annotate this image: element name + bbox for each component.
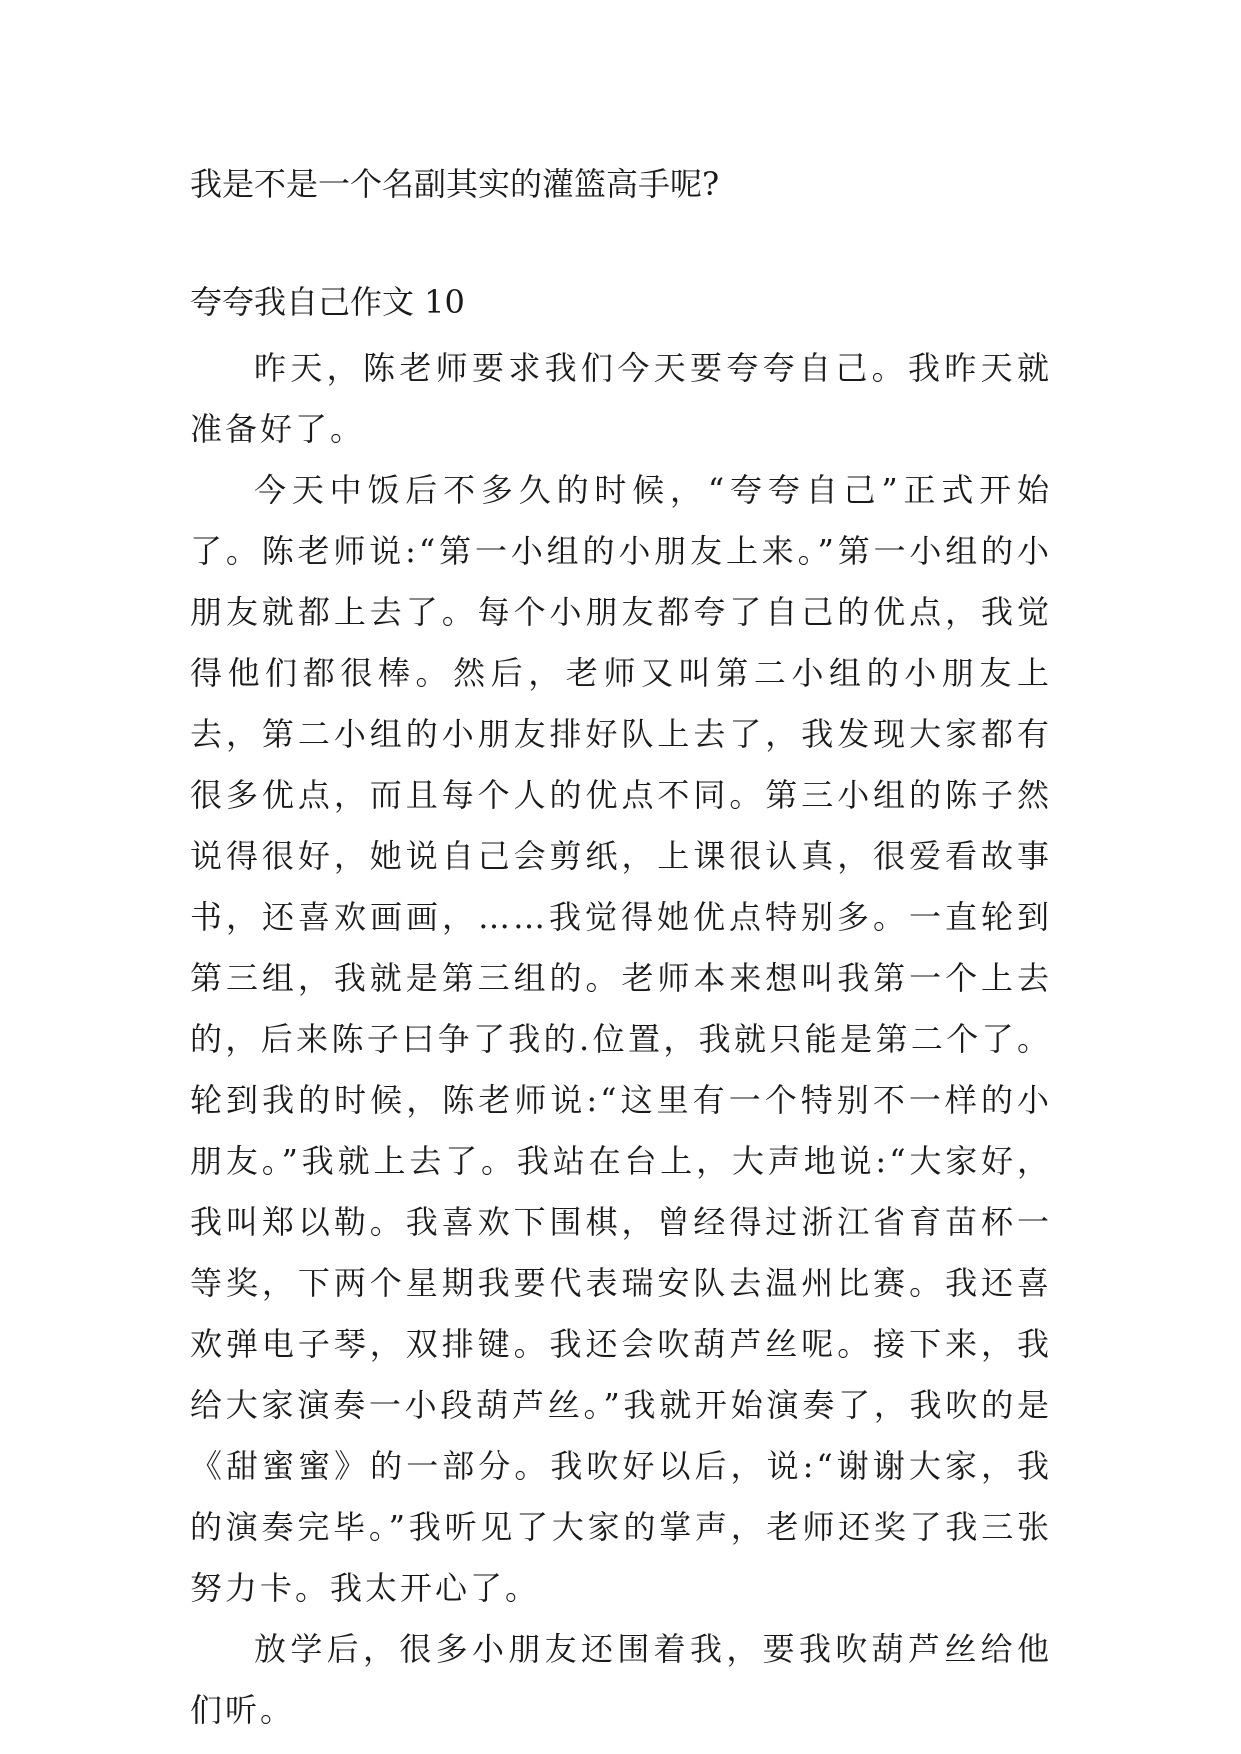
- paragraph: 放学后，很多小朋友还围着我，要我吹葫芦丝给他们听。: [190, 1630, 1052, 1729]
- paragraph: 昨天，陈老师要求我们今天要夸夸自己。我昨天就准备好了。: [190, 349, 1052, 448]
- essay-title: 夸夸我自己作文 10: [190, 283, 465, 321]
- paragraph: 今天中饭后不多久的时候，“夸夸自己”正式开始了。陈老师说:“第一小组的小朋友上来。”第一小组的小朋友就都上去了。每个小朋友都夸了自己的优点，我觉得他们都很棒。然后，老师又叫第二小组的小朋友上去，第二小组的小朋友排好队上去了，我发现大家都有很多优点，而且每个人的优点不同。第三小组的陈子然说得很好，她说自己会剪纸，上课很认真，很爱看故事书，还喜欢画画，……我觉得她优点特别多。一直轮到第三组，我就是第三组的。老师本来想叫我第一个上去的，后来陈子曰争了我的.位置，我就只能是第二个了。轮到我的时候，陈老师说:“这里有一个特别不一样的小朋友。”我就上去了。我站在台上，大声地说:“大家好，我叫郑以勒。我喜欢下围棋，曾经得过浙江省育苗杯一等奖，下两个星期我要代表瑞安队去温州比赛。我还喜欢弹电子琴，双排键。我还会吹葫芦丝呢。接下来，我给大家演奏一小段葫芦丝。”我就开始演奏了，我吹的是《甜蜜蜜》的一部分。我吹好以后，说:“谢谢大家，我的演奏完毕。”我听见了大家的掌声，老师还奖了我三张努力卡。我太开心了。: [190, 471, 1052, 1607]
- previous-essay-closing-line: 我是不是一个名副其实的灌篮高手呢?: [190, 165, 720, 203]
- essay-body: [190, 338, 1052, 1741]
